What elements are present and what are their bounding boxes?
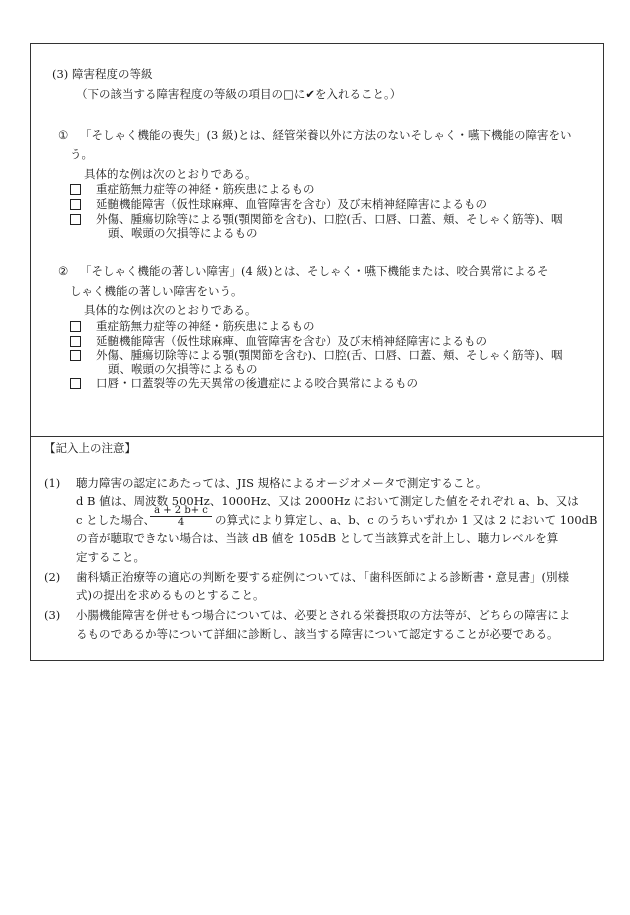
notes-heading: 【記入上の注意】 bbox=[44, 441, 136, 455]
item2-option3-label-cont: 頭、喉頭の欠損等によるもの bbox=[108, 362, 258, 376]
item2-option4-label: 口唇・口蓋裂等の先天異常の後遺症による咬合異常によるもの bbox=[96, 376, 418, 390]
item1-option1-label: 重症筋無力症等の神経・筋疾患によるもの bbox=[96, 182, 315, 196]
item2-definition-line2: しゃく機能の著しい障害をいう。 bbox=[70, 284, 243, 298]
item2-option1-checkbox[interactable] bbox=[70, 321, 81, 332]
item2-option2-checkbox[interactable] bbox=[70, 336, 81, 347]
note3-line2: るものであるか等について詳細に診断し、該当する障害について認定することが必要である。 bbox=[76, 627, 559, 641]
item2-option1-label: 重症筋無力症等の神経・筋疾患によるもの bbox=[96, 319, 315, 333]
item2-option3-checkbox[interactable] bbox=[70, 350, 81, 361]
note1-line1: 聴力障害の認定にあたっては、JIS 規格によるオージオメータで測定すること。 bbox=[76, 476, 488, 490]
note2-line2: 式)の提出を求めるものとすること。 bbox=[76, 588, 265, 602]
note1-line3b: の算式により算定し、a、b、c のうちいずれか 1 又は 2 において 100dB bbox=[215, 513, 598, 527]
note2-line1: 歯科矯正治療等の適応の判断を要する症例については、「歯科医師による診断書・意見書」(別様 bbox=[76, 570, 570, 584]
item2-option3-label: 外傷、腫瘍切除等による顎(顎関節を含む)、口腔(舌、口唇、口蓋、頬、そしゃく筋等)、咽 bbox=[96, 348, 563, 362]
item2-number: ② bbox=[58, 264, 69, 278]
note1-line4: の音が聴取できない場合は、当該 dB 値を 105dB として当該算式を計上し、聴力レベルを算 bbox=[76, 531, 559, 545]
note1-line3a: c とした場合、 bbox=[76, 513, 156, 527]
hearing-formula-fraction bbox=[150, 505, 212, 528]
note3-number: (3) bbox=[44, 608, 61, 622]
note1-number: (1) bbox=[44, 476, 61, 490]
item1-option3-checkbox[interactable] bbox=[70, 214, 81, 225]
note1-line5: 定すること。 bbox=[76, 550, 145, 564]
item1-definition-line2: う。 bbox=[70, 147, 93, 161]
item2-definition-line1: 「そしゃく機能の著しい障害」(4 級)とは、そしゃく・嚥下機能または、咬合異常によるそ bbox=[80, 264, 549, 278]
formula-denominator: 4 bbox=[177, 517, 185, 528]
item1-option3-label-cont: 頭、喉頭の欠損等によるもの bbox=[108, 226, 258, 240]
note3-line1: 小腸機能障害を併せもつ場合については、必要とされる栄養摂取の方法等が、どちらの障害によ bbox=[76, 608, 571, 622]
instruction-text: （下の該当する障害程度の等級の項目の□に✔を入れること。） bbox=[76, 87, 402, 101]
item2-option2-label: 延髄機能障害（仮性球麻痺、血管障害を含む）及び末梢神経障害によるもの bbox=[96, 334, 487, 348]
note1-line2: d B 値は、周波数 500Hz、1000Hz、又は 2000Hz において測定した値をそれぞれ a、b、又は bbox=[76, 494, 579, 508]
item1-definition-line1: 「そしゃく機能の喪失」(3 級)とは、経管栄養以外に方法のないそしゃく・嚥下機能の障害をい bbox=[80, 128, 572, 142]
item2-examples-intro: 具体的な例は次のとおりである。 bbox=[84, 303, 257, 317]
item1-option1-checkbox[interactable] bbox=[70, 184, 81, 195]
item1-option2-label: 延髄機能障害（仮性球麻痺、血管障害を含む）及び末梢神経障害によるもの bbox=[96, 197, 487, 211]
note2-number: (2) bbox=[44, 570, 61, 584]
item1-number: ① bbox=[58, 128, 69, 142]
item2-option4-checkbox[interactable] bbox=[70, 378, 81, 389]
formula-numerator: a + 2 b+ c bbox=[150, 505, 212, 517]
item1-option3-label: 外傷、腫瘍切除等による顎(顎関節を含む)、口腔(舌、口唇、口蓋、頬、そしゃく筋等)、咽 bbox=[96, 212, 563, 226]
item1-examples-intro: 具体的な例は次のとおりである。 bbox=[84, 167, 257, 181]
item1-option2-checkbox[interactable] bbox=[70, 199, 81, 210]
section-heading: (3) 障害程度の等級 bbox=[52, 67, 153, 81]
